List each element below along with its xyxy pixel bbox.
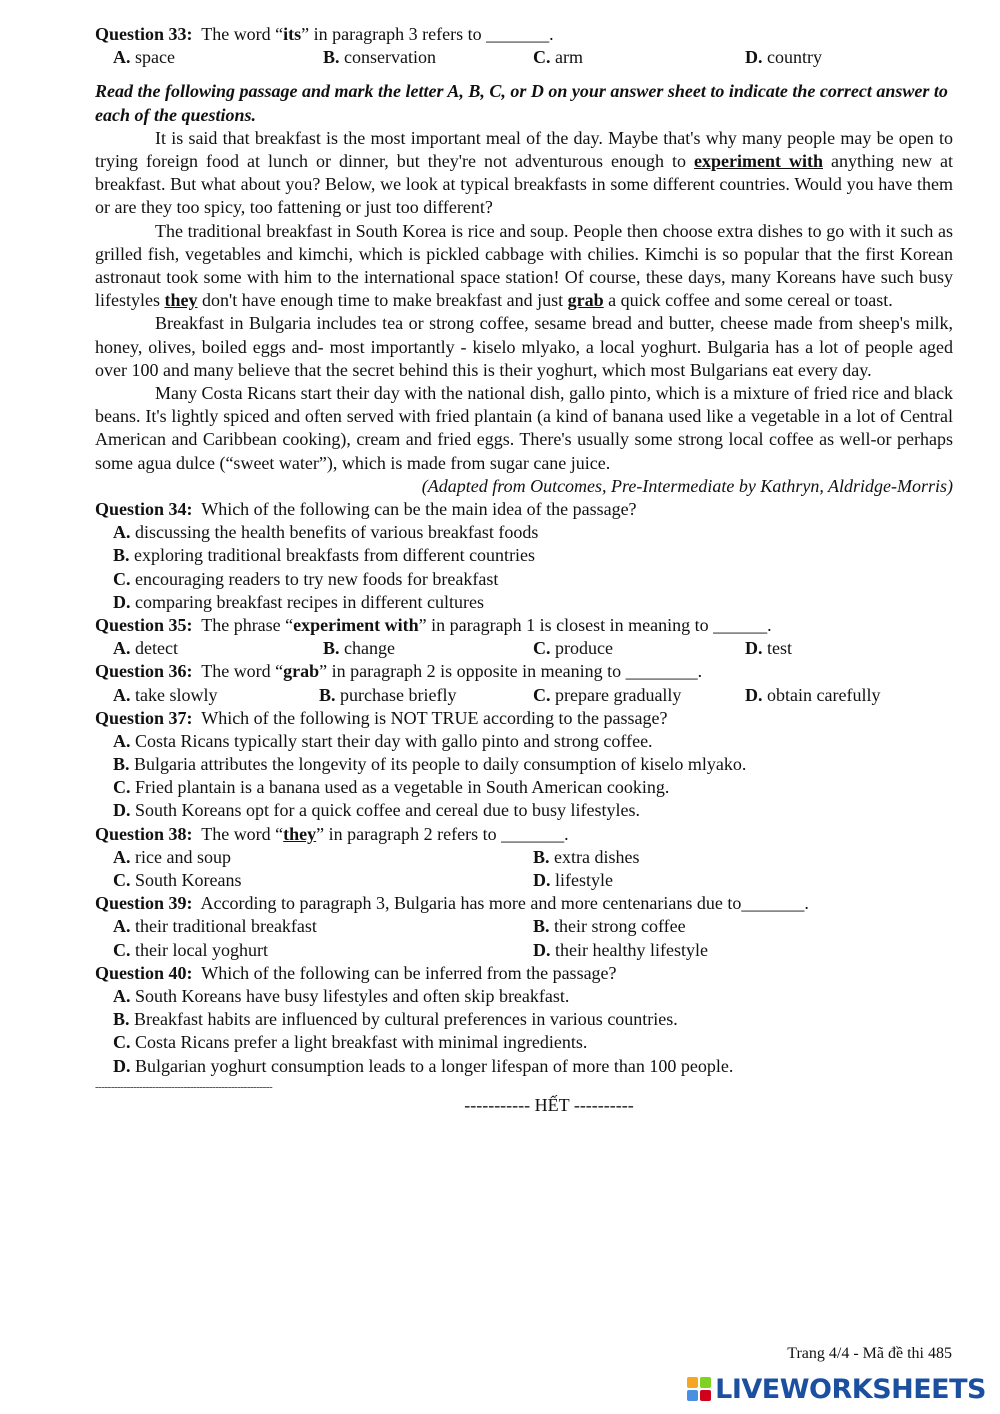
- option-d[interactable]: D. their healthy lifestyle: [533, 939, 708, 960]
- paragraph-1: It is said that breakfast is the most important meal of the day. Maybe that's why many people may be open to trying foreign food at lunch or dinner, but they're not adventurous enough to experiment with anything new at breakfast. But what about you? Below, we look at typical breakfasts in some different countries. Would you have them or are they too spicy, too fattening or just too different?: [95, 127, 953, 218]
- reading-instruction: Read the following passage and mark the letter A, B, C, or D on your answer sheet to indicate the correct answer to each of the questions.: [95, 81, 948, 125]
- question-text: The word “: [201, 24, 284, 44]
- option-c[interactable]: C. arm: [533, 47, 583, 68]
- option-d[interactable]: D. South Koreans opt for a quick coffee and cereal due to busy lifestyles.: [113, 800, 641, 821]
- option-b[interactable]: B. conservation: [323, 47, 436, 68]
- highlighted-word: grab: [567, 290, 604, 311]
- option-c[interactable]: C. Costa Ricans prefer a light breakfast with minimal ingredients.: [113, 1032, 588, 1053]
- option-a[interactable]: A. their traditional breakfast: [113, 916, 317, 937]
- question-35: Question 35: The phrase “experiment with” in paragraph 1 is closest in meaning to ______.: [95, 614, 772, 635]
- question-keyword: its: [283, 24, 302, 44]
- option-c[interactable]: C. encouraging readers to try new foods for breakfast: [113, 568, 499, 589]
- option-d[interactable]: D. test: [745, 638, 792, 659]
- question-39: Question 39: According to paragraph 3, Bulgaria has more and more centenarians due to_______.: [95, 893, 809, 914]
- options-35: [95, 637, 953, 660]
- paragraph-3: Breakfast in Bulgaria includes tea or strong coffee, sesame bread and butter, cheese made from sheep's milk, honey, olives, boiled eggs and- most importantly - kiselo mlyako, a local yoghurt. Bulgaria has a lot of people aged over 100 and many believe that the secret behind this is their yoghurt, which most Bulgarians eat every day.: [95, 313, 953, 380]
- question-40: Question 40: Which of the following can be inferred from the passage?: [95, 962, 617, 983]
- options-36: [95, 684, 953, 707]
- question-33: [95, 23, 953, 46]
- end-mark: ----------- HẾT ----------: [464, 1094, 634, 1115]
- separator-line: --------------------------------------------------------: [95, 1080, 273, 1093]
- option-d[interactable]: D. comparing breakfast recipes in different cultures: [113, 591, 485, 612]
- options-39-row2: [95, 939, 953, 962]
- option-a[interactable]: A. rice and soup: [113, 846, 231, 867]
- option-c[interactable]: C. Fried plantain is a banana used as a vegetable in South American cooking.: [113, 777, 670, 798]
- option-b[interactable]: B. their strong coffee: [533, 916, 686, 937]
- option-d[interactable]: D. Bulgarian yoghurt consumption leads to a longer lifespan of more than 100 people.: [113, 1055, 734, 1076]
- paragraph-4: Many Costa Ricans start their day with the national dish, gallo pinto, which is a mixture of fried rice and black beans. It's lightly spiced and often served with fried plantain (a kind of banana used like a vegetable in a lot of Central American and Caribbean cooking), cream and fried eggs. There's usually some strong local coffee as well-or perhaps some agua dulce (“sweet water”), which is made from sugar cane juice.: [95, 383, 953, 473]
- reading-passage: [95, 127, 953, 475]
- page-footer: Trang 4/4 - Mã đề thi 485: [787, 1345, 952, 1362]
- option-d[interactable]: D. country: [745, 47, 822, 68]
- option-a[interactable]: A. take slowly: [113, 684, 218, 705]
- option-a[interactable]: A. detect: [113, 638, 178, 659]
- options-38-row2: [95, 869, 953, 892]
- question-label: Question 33:: [95, 24, 193, 44]
- options-33: [95, 46, 953, 69]
- highlighted-word: they: [164, 290, 198, 311]
- option-c[interactable]: C. prepare gradually: [533, 684, 682, 705]
- brand-logo[interactable]: [687, 1374, 986, 1405]
- question-34: Question 34: Which of the following can be the main idea of the passage?: [95, 499, 637, 520]
- option-b[interactable]: B. extra dishes: [533, 846, 640, 867]
- option-b[interactable]: B. Bulgaria attributes the longevity of its people to daily consumption of kiselo mlyako.: [113, 754, 747, 775]
- options-38-row1: [95, 846, 953, 869]
- exam-page: [95, 23, 953, 1117]
- option-c[interactable]: C. produce: [533, 638, 613, 659]
- question-36: Question 36: The word “grab” in paragraph 2 is opposite in meaning to ________.: [95, 661, 703, 682]
- liveworksheets-logo-icon: [687, 1377, 713, 1403]
- options-39-row1: [95, 915, 953, 938]
- question-37: Question 37: Which of the following is NOT TRUE according to the passage?: [95, 707, 668, 728]
- option-c[interactable]: C. South Koreans: [113, 870, 242, 891]
- highlighted-phrase: experiment with: [694, 150, 823, 171]
- option-c[interactable]: C. their local yoghurt: [113, 939, 268, 960]
- option-b[interactable]: B. purchase briefly: [319, 684, 457, 705]
- option-b[interactable]: B. Breakfast habits are influenced by cultural preferences in various countries.: [113, 1009, 678, 1030]
- paragraph-2: The traditional breakfast in South Korea is rice and soup. People then choose extra dishes to go with it such as grilled fish, vegetables and kimchi, which is pickled cabbage with chilies. Kimchi is so popular that the first Korean astronaut took some with him to the international space station! Of course, these days, many Koreans have such busy lifestyles they don't have enough time to make breakfast and just grab a quick coffee and some cereal or toast.: [95, 220, 953, 311]
- option-a[interactable]: A. discussing the health benefits of various breakfast foods: [113, 522, 539, 543]
- brand-name: LIVEWORKSHEETS: [715, 1374, 986, 1405]
- option-d[interactable]: D. lifestyle: [533, 870, 613, 891]
- option-d[interactable]: D. obtain carefully: [745, 684, 881, 705]
- option-b[interactable]: B. change: [323, 638, 395, 659]
- option-a[interactable]: A. space: [113, 47, 175, 68]
- question-text: ” in paragraph 3 refers to _______.: [301, 24, 554, 44]
- option-a[interactable]: A. South Koreans have busy lifestyles and often skip breakfast.: [113, 985, 570, 1006]
- passage-source: (Adapted from Outcomes, Pre-Intermediate by Kathryn, Aldridge-Morris): [421, 475, 953, 496]
- option-a[interactable]: A. Costa Ricans typically start their day with gallo pinto and strong coffee.: [113, 730, 653, 751]
- option-b[interactable]: B. exploring traditional breakfasts from different countries: [113, 545, 536, 566]
- question-38: Question 38: The word “they” in paragraph 2 refers to _______.: [95, 823, 569, 844]
